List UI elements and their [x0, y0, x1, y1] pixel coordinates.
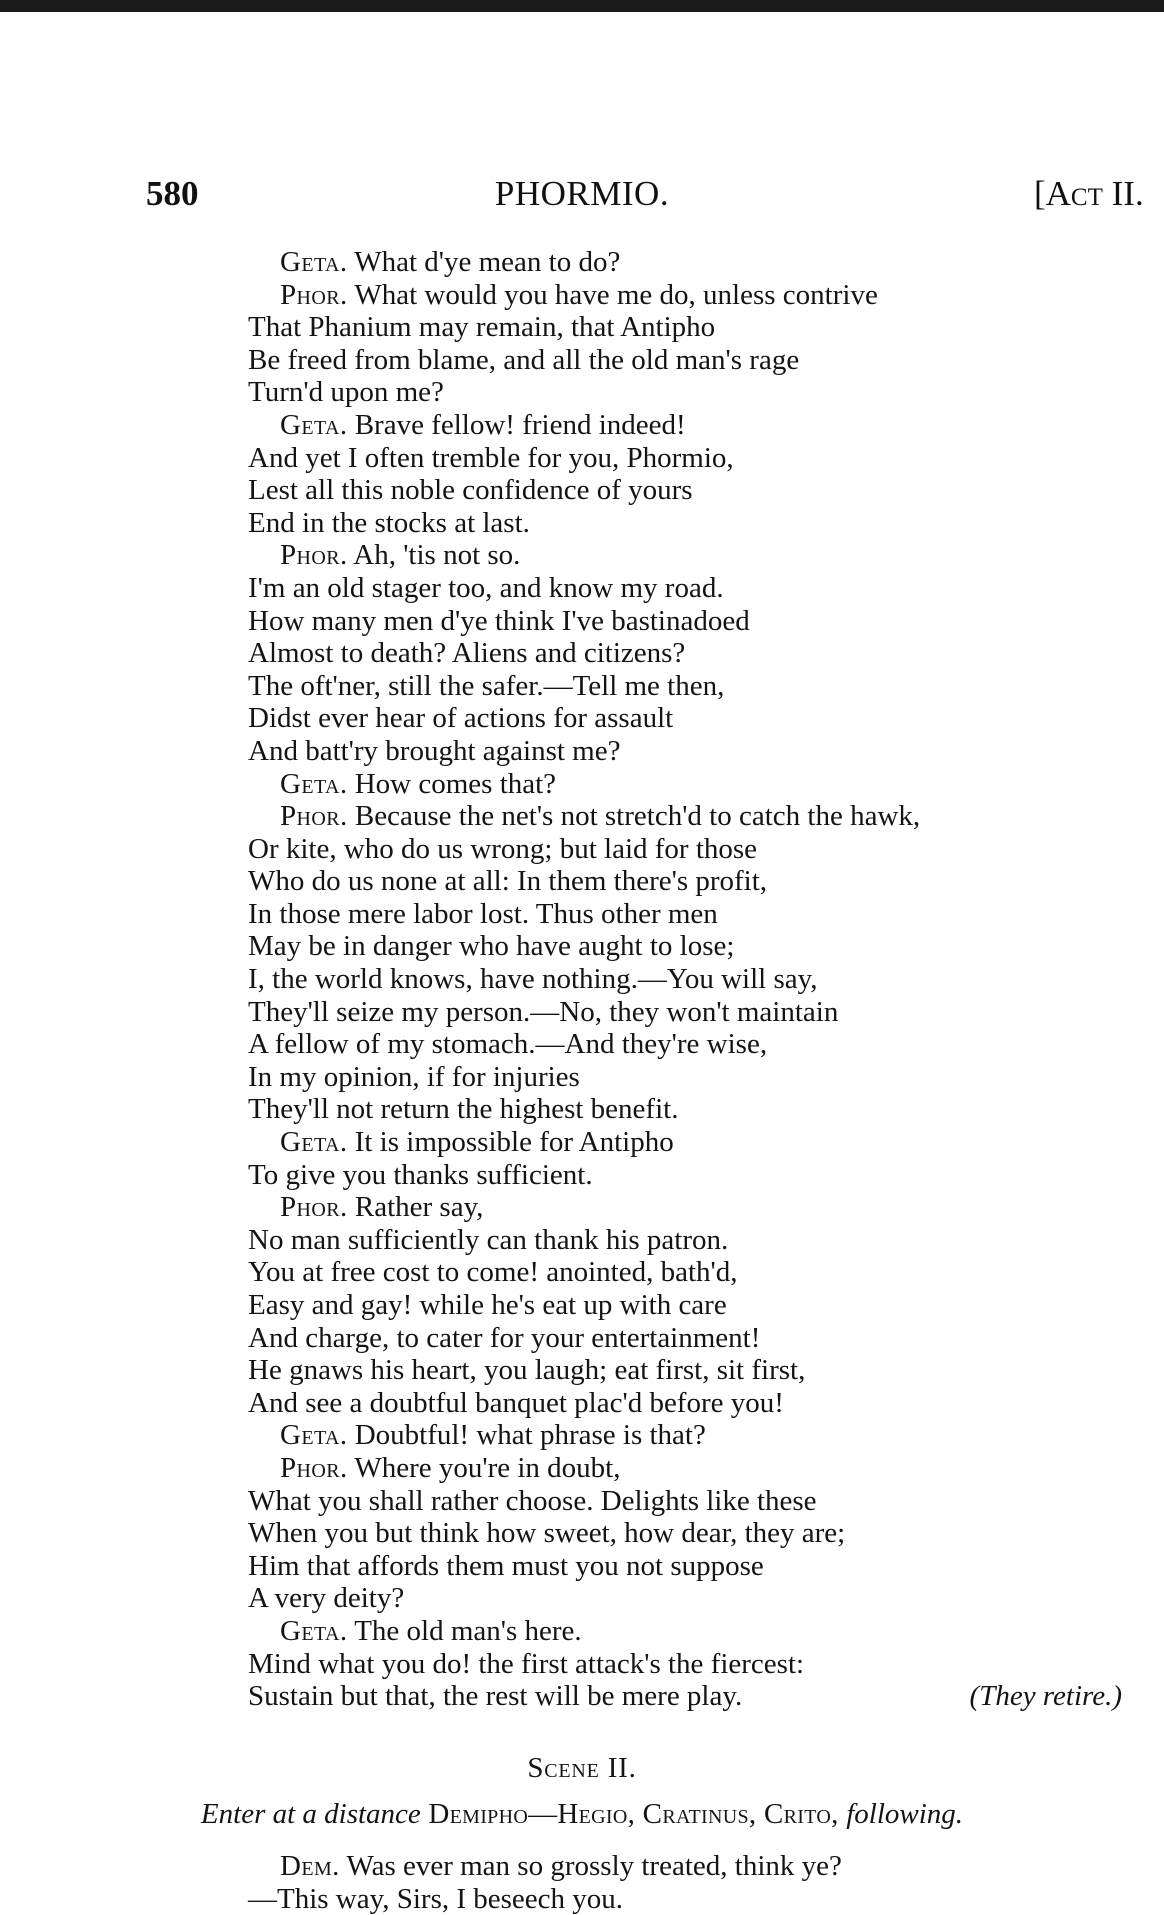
verse-line	[248, 311, 1148, 344]
entrance-prefix: Enter at a distance	[200, 1798, 421, 1830]
verse-line	[248, 1224, 1148, 1257]
verse-line	[248, 1126, 1148, 1159]
verse-line	[248, 1256, 1148, 1289]
verse-line	[248, 1191, 1148, 1224]
line-text: I'm an old stager too, and know my road.	[248, 571, 724, 604]
line-text: Sustain but that, the rest will be mere play.	[248, 1680, 743, 1713]
line-text: Easy and gay! while he's eat up with care	[248, 1289, 727, 1321]
running-header	[0, 174, 1164, 214]
verse-line	[248, 735, 1148, 768]
line-text: Where you're in doubt,	[347, 1451, 621, 1484]
line-text: What you shall rather choose. Delights like these	[248, 1484, 817, 1517]
line-text: What d'ye mean to do?	[347, 246, 621, 278]
speaker-name: Phor.	[280, 278, 348, 311]
top-rule	[0, 0, 1164, 12]
speaker-name: Geta.	[280, 246, 348, 278]
line-text: And yet I often tremble for you, Phormio,	[248, 441, 734, 474]
line-text: Was ever man so grossly treated, think ye?	[339, 1850, 842, 1882]
line-text: Almost to death? Aliens and citizens?	[248, 637, 686, 670]
speaker-name: Geta.	[280, 767, 348, 800]
line-text: The oft'ner, still the safer.—Tell me then,	[248, 669, 725, 702]
speaker-name: Geta.	[280, 408, 348, 441]
verse-line	[248, 344, 1148, 377]
verse-line	[248, 539, 1148, 572]
line-text: I, the world knows, have nothing.—You will say,	[248, 963, 818, 996]
line-text: To give you thanks sufficient.	[248, 1158, 593, 1191]
line-text: What would you have me do, unless contrive	[347, 278, 878, 311]
entrance-names: Demipho—Hegio, Cratinus, Crito,	[420, 1798, 847, 1830]
verse-line	[248, 1517, 1148, 1550]
entrance-suffix: following.	[846, 1798, 964, 1830]
verse-line	[248, 1028, 1148, 1061]
verse-line	[248, 1419, 1148, 1452]
verse-line	[248, 1387, 1148, 1420]
verse-line	[248, 1680, 1148, 1713]
line-text: Who do us none at all: In them there's profit,	[248, 865, 768, 898]
dialogue-verse	[248, 246, 1148, 1713]
line-text: Turn'd upon me?	[248, 376, 444, 409]
verse-line	[248, 1289, 1148, 1322]
verse-line	[248, 1850, 1148, 1883]
verse-line	[248, 605, 1148, 638]
line-text: A fellow of my stomach.—And they're wise,	[248, 1028, 768, 1061]
verse-line	[248, 898, 1148, 931]
verse-line	[248, 1883, 1148, 1915]
speaker-name: Phor.	[280, 800, 348, 833]
line-text: That Phanium may remain, that Antipho	[248, 311, 716, 344]
verse-line	[248, 865, 1148, 898]
verse-line	[248, 1550, 1148, 1583]
verse-line	[248, 246, 1148, 279]
line-text: In those mere labor lost. Thus other men	[248, 897, 718, 930]
act-label: [Act II.	[1034, 174, 1144, 213]
line-text: Ah, 'tis not so.	[347, 539, 521, 572]
line-text: Didst ever hear of actions for assault	[248, 702, 674, 735]
verse-line	[248, 1485, 1148, 1518]
line-text: Lest all this noble confidence of yours	[248, 474, 693, 507]
speaker-name: Phor.	[280, 1191, 348, 1224]
line-text: Him that affords them must you not suppose	[248, 1549, 764, 1582]
line-text: —This way, Sirs, I beseech you.	[248, 1882, 624, 1915]
page-number: 580	[146, 174, 199, 213]
line-text: Rather say,	[347, 1191, 484, 1224]
scene-dialogue-verse	[248, 1850, 1148, 1915]
scene-heading: Scene II.	[527, 1752, 637, 1784]
verse-line	[248, 376, 1148, 409]
line-text: Doubtful! what phrase is that?	[347, 1419, 706, 1452]
verse-line	[248, 768, 1148, 801]
verse-line	[248, 930, 1148, 963]
line-text: Or kite, who do us wrong; but laid for those	[248, 832, 758, 865]
line-text: Brave fellow! friend indeed!	[347, 408, 686, 441]
verse-line	[248, 996, 1148, 1029]
speaker-name: Phor.	[280, 539, 348, 572]
verse-line	[248, 670, 1148, 703]
line-text: Because the net's not stretch'd to catch the hawk,	[347, 800, 921, 833]
verse-line	[248, 572, 1148, 605]
verse-line	[248, 442, 1148, 475]
line-text: You at free cost to come! anointed, bath'd,	[248, 1256, 738, 1289]
line-text: They'll seize my person.—No, they won't maintain	[248, 995, 839, 1028]
verse-line	[248, 1159, 1148, 1192]
stage-direction: (They retire.)	[969, 1680, 1122, 1713]
verse-line	[248, 1322, 1148, 1355]
verse-line	[248, 1354, 1148, 1387]
verse-line	[248, 963, 1148, 996]
line-text: The old man's here.	[347, 1614, 582, 1647]
verse-line	[248, 833, 1148, 866]
verse-line	[248, 409, 1148, 442]
running-title: PHORMIO.	[494, 174, 670, 213]
speaker-name: Dem.	[280, 1850, 340, 1882]
line-text: End in the stocks at last.	[248, 506, 530, 539]
verse-line	[248, 1582, 1148, 1615]
line-text: When you but think how sweet, how dear, they are;	[248, 1517, 846, 1550]
stage-direction-entrance	[0, 1797, 1164, 1831]
line-text: May be in danger who have aught to lose;	[248, 930, 735, 963]
line-text: And charge, to cater for your entertainment!	[248, 1321, 761, 1354]
line-text: Mind what you do! the first attack's the fiercest:	[248, 1647, 805, 1680]
speaker-name: Geta.	[280, 1614, 348, 1647]
line-text: How comes that?	[347, 767, 557, 800]
line-text: It is impossible for Antipho	[347, 1126, 674, 1159]
verse-line	[248, 1452, 1148, 1485]
line-text: A very deity?	[248, 1582, 405, 1615]
verse-line	[248, 474, 1148, 507]
verse-line	[248, 1061, 1148, 1094]
line-text: Be freed from blame, and all the old man's rage	[248, 343, 800, 376]
line-text: No man sufficiently can thank his patron.	[248, 1223, 729, 1256]
speaker-name: Geta.	[280, 1126, 348, 1159]
line-text: How many men d'ye think I've bastinadoed	[248, 604, 750, 637]
line-text: They'll not return the highest benefit.	[248, 1093, 679, 1126]
line-text: In my opinion, if for injuries	[248, 1060, 580, 1093]
verse-line	[248, 1093, 1148, 1126]
verse-line	[248, 279, 1148, 312]
verse-line	[248, 800, 1148, 833]
speaker-name: Geta.	[280, 1419, 348, 1452]
verse-line	[248, 702, 1148, 735]
verse-line	[248, 507, 1148, 540]
verse-line	[248, 1615, 1148, 1648]
verse-line	[248, 637, 1148, 670]
line-text: He gnaws his heart, you laugh; eat first, sit first,	[248, 1354, 806, 1387]
speaker-name: Phor.	[280, 1451, 348, 1484]
line-text: And batt'ry brought against me?	[248, 734, 621, 767]
verse-line	[248, 1648, 1148, 1681]
line-text: And see a doubtful banquet plac'd before you!	[248, 1386, 784, 1419]
